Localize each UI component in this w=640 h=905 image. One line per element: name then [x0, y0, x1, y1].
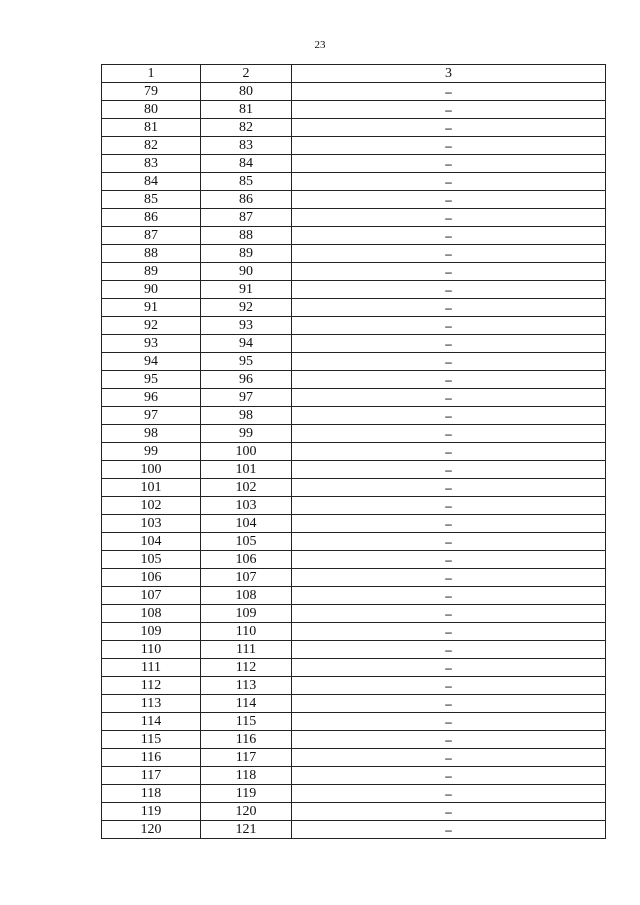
- table-cell: 90: [102, 281, 201, 299]
- table-cell: 89: [102, 263, 201, 281]
- table-cell: 103: [102, 515, 201, 533]
- table-cell-dash: –: [292, 677, 606, 695]
- table-cell: 91: [201, 281, 292, 299]
- table-cell-dash: –: [292, 461, 606, 479]
- table-cell-dash: –: [292, 785, 606, 803]
- table-row: [102, 623, 606, 641]
- table-cell: 84: [102, 173, 201, 191]
- table-cell: 116: [102, 749, 201, 767]
- table-cell-dash: –: [292, 281, 606, 299]
- table-cell: 92: [102, 317, 201, 335]
- table-cell: 97: [201, 389, 292, 407]
- table-cell: 103: [201, 497, 292, 515]
- table-cell: 108: [102, 605, 201, 623]
- table-cell: 89: [201, 245, 292, 263]
- table-cell-dash: –: [292, 299, 606, 317]
- table-cell: 97: [102, 407, 201, 425]
- table-cell: 82: [102, 137, 201, 155]
- table-cell-dash: –: [292, 335, 606, 353]
- table-row: [102, 821, 606, 839]
- table-row: [102, 227, 606, 245]
- table-cell-dash: –: [292, 569, 606, 587]
- table-cell: 87: [102, 227, 201, 245]
- table-cell: 115: [201, 713, 292, 731]
- table-cell: 119: [102, 803, 201, 821]
- table-cell: 104: [102, 533, 201, 551]
- table-cell: 112: [201, 659, 292, 677]
- table-row: [102, 533, 606, 551]
- table-cell: 109: [102, 623, 201, 641]
- table-row: [102, 353, 606, 371]
- data-table: [101, 64, 606, 839]
- table-cell: 83: [201, 137, 292, 155]
- table-cell: 110: [102, 641, 201, 659]
- table-cell: 96: [201, 371, 292, 389]
- table-row: [102, 299, 606, 317]
- table-cell-dash: –: [292, 425, 606, 443]
- table-row: [102, 785, 606, 803]
- table-cell: 105: [102, 551, 201, 569]
- table-cell: 94: [102, 353, 201, 371]
- table-cell: 96: [102, 389, 201, 407]
- table-cell-dash: –: [292, 587, 606, 605]
- table-cell-dash: –: [292, 407, 606, 425]
- table-row: [102, 749, 606, 767]
- table-cell: 95: [102, 371, 201, 389]
- table-row: [102, 461, 606, 479]
- table-cell: 99: [201, 425, 292, 443]
- table-row: [102, 407, 606, 425]
- table-cell: 111: [102, 659, 201, 677]
- table-row: [102, 245, 606, 263]
- table-cell-dash: –: [292, 371, 606, 389]
- table-cell: 101: [201, 461, 292, 479]
- table-row: [102, 119, 606, 137]
- table-cell: 79: [102, 83, 201, 101]
- table-cell: 109: [201, 605, 292, 623]
- table-cell-dash: –: [292, 173, 606, 191]
- table-cell: 81: [102, 119, 201, 137]
- table-cell-dash: –: [292, 245, 606, 263]
- table-cell: 106: [102, 569, 201, 587]
- column-header: 1: [102, 65, 201, 83]
- table-cell: 100: [201, 443, 292, 461]
- table-cell: 98: [102, 425, 201, 443]
- table-cell: 113: [102, 695, 201, 713]
- table-cell-dash: –: [292, 533, 606, 551]
- table-cell-dash: –: [292, 515, 606, 533]
- table-cell-dash: –: [292, 209, 606, 227]
- table-cell: 112: [102, 677, 201, 695]
- table-row: [102, 497, 606, 515]
- table-cell-dash: –: [292, 155, 606, 173]
- table-cell: 91: [102, 299, 201, 317]
- table-cell-dash: –: [292, 497, 606, 515]
- table-cell-dash: –: [292, 479, 606, 497]
- table-cell: 85: [201, 173, 292, 191]
- table-row: [102, 695, 606, 713]
- table-cell: 80: [102, 101, 201, 119]
- table-cell-dash: –: [292, 731, 606, 749]
- table-cell: 94: [201, 335, 292, 353]
- table-cell: 100: [102, 461, 201, 479]
- table-cell: 84: [201, 155, 292, 173]
- table-cell: 116: [201, 731, 292, 749]
- table-cell: 121: [201, 821, 292, 839]
- table-cell-dash: –: [292, 659, 606, 677]
- table-cell: 102: [201, 479, 292, 497]
- table-row: [102, 713, 606, 731]
- table-cell-dash: –: [292, 695, 606, 713]
- table-row: [102, 155, 606, 173]
- table-cell-dash: –: [292, 443, 606, 461]
- table-cell: 95: [201, 353, 292, 371]
- table-cell: 113: [201, 677, 292, 695]
- table-row: [102, 335, 606, 353]
- table-row: [102, 263, 606, 281]
- table-cell: 81: [201, 101, 292, 119]
- table-cell-dash: –: [292, 749, 606, 767]
- table-row: [102, 83, 606, 101]
- table-cell-dash: –: [292, 821, 606, 839]
- table-cell: 90: [201, 263, 292, 281]
- table-cell-dash: –: [292, 623, 606, 641]
- table-cell: 118: [102, 785, 201, 803]
- table-row: [102, 443, 606, 461]
- page-number: 23: [314, 39, 326, 51]
- table-cell-dash: –: [292, 191, 606, 209]
- table-row: [102, 551, 606, 569]
- table-row: [102, 191, 606, 209]
- table-row: [102, 317, 606, 335]
- table-cell: 82: [201, 119, 292, 137]
- table-cell-dash: –: [292, 605, 606, 623]
- table-cell: 93: [102, 335, 201, 353]
- table-row: [102, 281, 606, 299]
- table-cell-dash: –: [292, 389, 606, 407]
- table-cell-dash: –: [292, 767, 606, 785]
- header-row: [102, 65, 606, 83]
- table-cell: 99: [102, 443, 201, 461]
- table-cell: 80: [201, 83, 292, 101]
- table-cell-dash: –: [292, 83, 606, 101]
- table-cell-dash: –: [292, 227, 606, 245]
- table-row: [102, 371, 606, 389]
- table-cell: 88: [102, 245, 201, 263]
- column-header: 3: [292, 65, 606, 83]
- table-body: [102, 83, 606, 839]
- table-row: [102, 569, 606, 587]
- table-cell: 98: [201, 407, 292, 425]
- table-cell: 87: [201, 209, 292, 227]
- table-cell: 86: [201, 191, 292, 209]
- table-row: [102, 515, 606, 533]
- table-cell: 117: [102, 767, 201, 785]
- table-cell: 114: [201, 695, 292, 713]
- table-cell: 119: [201, 785, 292, 803]
- table-row: [102, 209, 606, 227]
- table-cell-dash: –: [292, 317, 606, 335]
- column-header: 2: [201, 65, 292, 83]
- table-cell: 102: [102, 497, 201, 515]
- table-cell-dash: –: [292, 641, 606, 659]
- table-cell: 83: [102, 155, 201, 173]
- table-cell: 107: [102, 587, 201, 605]
- table-row: [102, 389, 606, 407]
- table-cell: 120: [102, 821, 201, 839]
- table-cell: 88: [201, 227, 292, 245]
- table-cell: 120: [201, 803, 292, 821]
- table-cell: 115: [102, 731, 201, 749]
- table-cell: 111: [201, 641, 292, 659]
- table-row: [102, 803, 606, 821]
- table-row: [102, 587, 606, 605]
- table-row: [102, 137, 606, 155]
- table-cell: 110: [201, 623, 292, 641]
- table-row: [102, 767, 606, 785]
- table-row: [102, 605, 606, 623]
- table-cell: 93: [201, 317, 292, 335]
- table-row: [102, 731, 606, 749]
- table-cell: 117: [201, 749, 292, 767]
- table-cell: 86: [102, 209, 201, 227]
- table-cell-dash: –: [292, 713, 606, 731]
- table-row: [102, 425, 606, 443]
- table-cell-dash: –: [292, 803, 606, 821]
- table-cell-dash: –: [292, 119, 606, 137]
- table-cell: 108: [201, 587, 292, 605]
- table-cell-dash: –: [292, 353, 606, 371]
- table-cell: 118: [201, 767, 292, 785]
- table-cell-dash: –: [292, 263, 606, 281]
- table-row: [102, 641, 606, 659]
- table-cell: 92: [201, 299, 292, 317]
- table-row: [102, 173, 606, 191]
- table-cell: 101: [102, 479, 201, 497]
- table-cell-dash: –: [292, 101, 606, 119]
- table-cell: 104: [201, 515, 292, 533]
- table-row: [102, 677, 606, 695]
- table-cell: 105: [201, 533, 292, 551]
- table-row: [102, 659, 606, 677]
- table-cell: 114: [102, 713, 201, 731]
- table-cell: 106: [201, 551, 292, 569]
- table-row: [102, 479, 606, 497]
- table-cell-dash: –: [292, 137, 606, 155]
- table-row: [102, 101, 606, 119]
- table-cell-dash: –: [292, 551, 606, 569]
- table-cell: 85: [102, 191, 201, 209]
- table-header: [102, 65, 606, 83]
- table-cell: 107: [201, 569, 292, 587]
